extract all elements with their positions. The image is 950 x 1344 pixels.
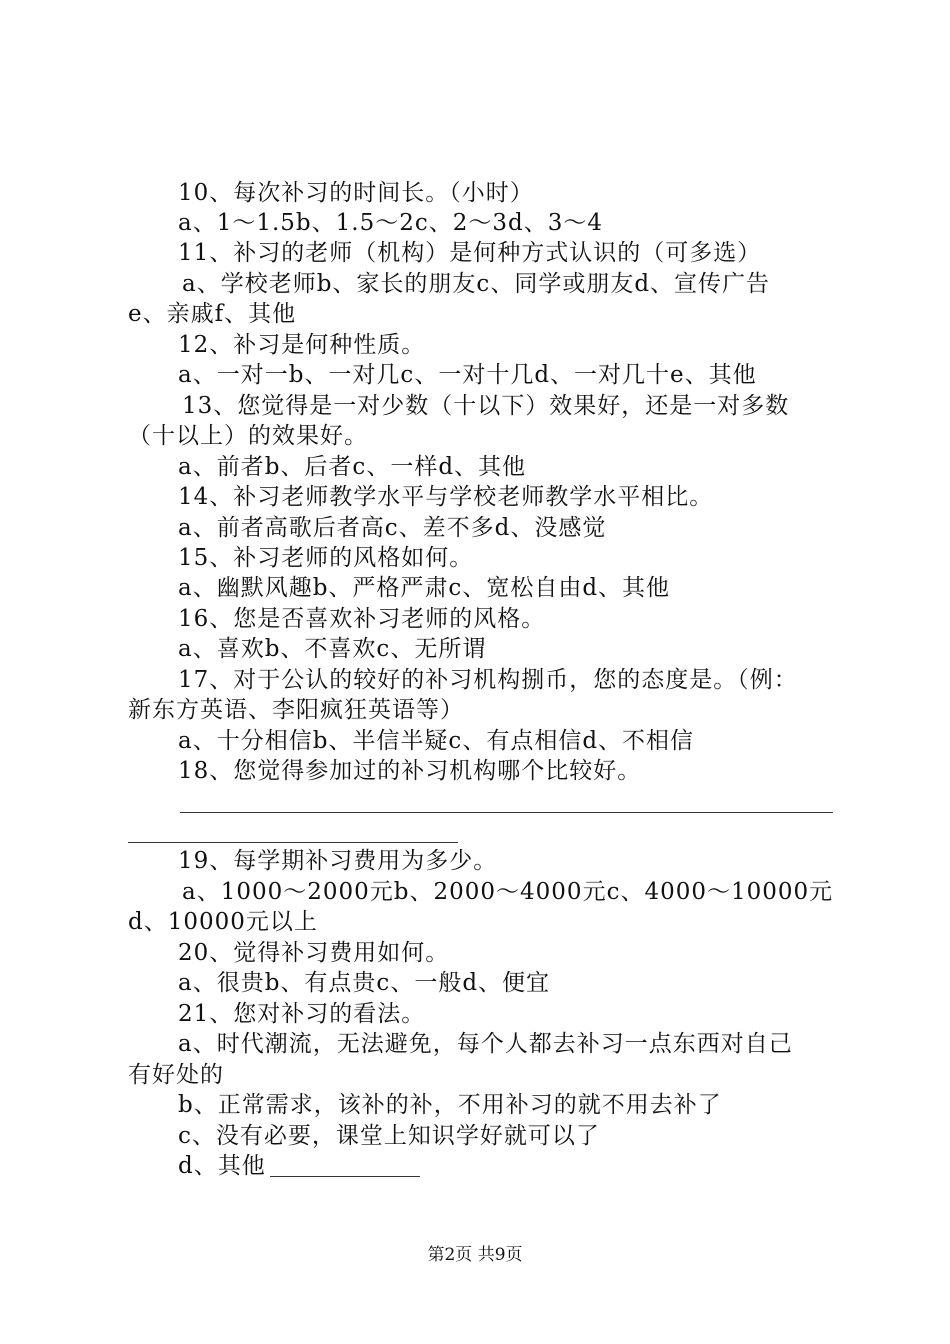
- question-12: 12、补习是何种性质。: [178, 332, 426, 358]
- options-19-continued: d、10000元以上: [128, 909, 318, 935]
- options-15: a、幽默风趣b、严格严肃c、宽松自由d、其他: [178, 575, 671, 601]
- options-19: a、1000～2000元b、2000～4000元c、4000～10000元: [182, 879, 834, 905]
- question-19: 19、每学期补习费用为多少。: [178, 848, 498, 874]
- options-16: a、喜欢b、不喜欢c、无所谓: [178, 636, 487, 662]
- question-14: 14、补习老师教学水平与学校老师教学水平相比。: [178, 484, 714, 510]
- options-10: a、1～1.5b、1.5～2c、2～3d、3～4: [178, 210, 603, 236]
- option-21-b: b、正常需求，该补的补，不用补习的就不用去补了: [178, 1092, 722, 1118]
- options-17: a、十分相信b、半信半疑c、有点相信d、不相信: [178, 728, 695, 754]
- options-11: a、学校老师b、家长的朋友c、同学或朋友d、宣传广告: [182, 271, 771, 297]
- options-12: a、一对一b、一对几c、一对十几d、一对几十e、其他: [178, 362, 757, 388]
- page-indicator: 第2页 共9页: [427, 1245, 523, 1265]
- option-21-d: d、其他: [178, 1153, 266, 1179]
- question-16: 16、您是否喜欢补习老师的风格。: [178, 606, 546, 632]
- question-20: 20、觉得补习费用如何。: [178, 940, 450, 966]
- question-13: 13、您觉得是一对少数（十以下）效果好，还是一对多数: [182, 393, 790, 419]
- question-15: 15、补习老师的风格如何。: [178, 545, 474, 571]
- question-17-continued: 新东方英语、李阳疯狂英语等）: [128, 697, 464, 723]
- options-14: a、前者高歌后者高c、差不多d、没感觉: [178, 515, 607, 541]
- answer-blank-line-21d: [270, 1176, 420, 1177]
- option-21-c: c、没有必要，课堂上知识学好就可以了: [178, 1123, 600, 1149]
- question-10: 10、每次补习的时间长。（小时）: [178, 180, 534, 206]
- question-21: 21、您对补习的看法。: [178, 1001, 426, 1027]
- options-13: a、前者b、后者c、一样d、其他: [178, 454, 527, 480]
- options-20: a、很贵b、有点贵c、一般d、便宜: [178, 970, 551, 996]
- answer-blank-line-18a: [180, 812, 833, 813]
- question-18: 18、您觉得参加过的补习机构哪个比较好。: [178, 758, 642, 784]
- option-21-a-continued: 有好处的: [128, 1062, 224, 1088]
- question-17: 17、对于公认的较好的补习机构捌币，您的态度是。（例：: [178, 667, 798, 693]
- question-13-continued: （十以上）的效果好。: [128, 423, 368, 449]
- option-21-a: a、时代潮流，无法避免，每个人都去补习一点东西对自己: [178, 1031, 793, 1057]
- question-11: 11、补习的老师（机构）是何种方式认识的（可多选）: [178, 240, 762, 266]
- options-11-continued: e、亲戚f、其他: [128, 301, 297, 327]
- answer-blank-line-18b: [128, 842, 458, 843]
